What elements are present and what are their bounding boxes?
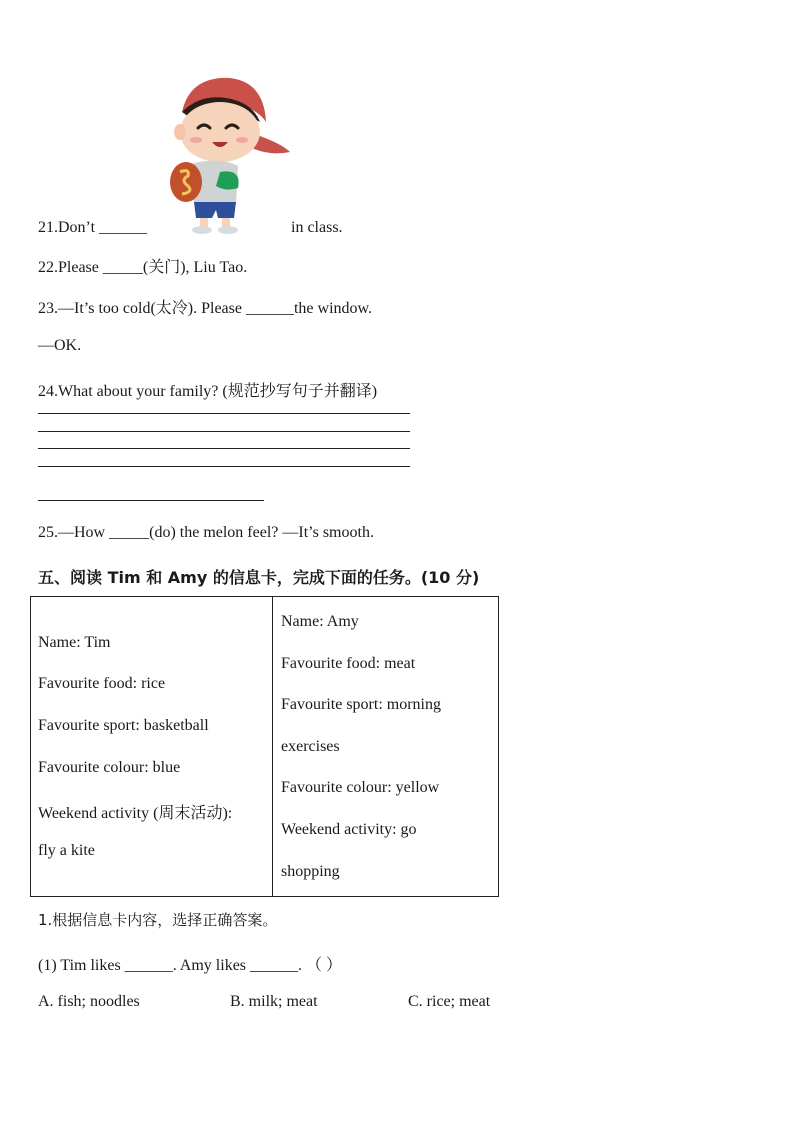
question-21 — [38, 219, 147, 237]
question-25 — [38, 524, 374, 542]
tim-card-line: Weekend activity (周末活动): — [38, 805, 233, 822]
answer-line[interactable] — [38, 413, 410, 414]
amy-card-line: Name: Amy — [281, 613, 359, 630]
question-number: 24. — [38, 383, 58, 400]
amy-card-line: Favourite food: meat — [281, 655, 416, 672]
amy-card-line: exercises — [281, 738, 340, 755]
question-text: Please _____(关门), Liu Tao. — [58, 259, 248, 276]
option-a[interactable]: A. fish; noodles — [38, 993, 140, 1010]
question-text: Don’t ______ — [58, 219, 148, 236]
question-23 — [38, 295, 372, 318]
question-21-tail: in class. — [291, 219, 343, 236]
table-divider — [272, 597, 273, 896]
question-number: 21. — [38, 219, 58, 236]
tim-card-line: Name: Tim — [38, 634, 111, 651]
question-23-reply: —OK. — [38, 337, 82, 354]
amy-card-line: Favourite sport: morning — [281, 696, 441, 713]
option-c[interactable]: C. rice; meat — [408, 993, 491, 1010]
task-instruction: 1.根据信息卡内容，选择正确答案。 — [38, 911, 278, 929]
section-title: 五、阅读 Tim 和 Amy 的信息卡，完成下面的任务。(10 分) — [38, 568, 480, 587]
answer-line[interactable] — [38, 466, 410, 467]
amy-card-line: Weekend activity: go — [281, 821, 417, 838]
tim-card-line: Favourite food: rice — [38, 675, 166, 692]
tim-card-line: Favourite sport: basketball — [38, 717, 209, 734]
question-text: —How _____(do) the melon feel? —It’s smooth. — [58, 524, 374, 541]
question-number: 23. — [38, 300, 58, 317]
boy-illustration — [160, 72, 300, 237]
answer-line[interactable] — [38, 500, 264, 501]
answer-line[interactable] — [38, 448, 410, 449]
boy-with-cap-holding-bag-icon — [160, 72, 300, 237]
amy-card-line: shopping — [281, 863, 340, 880]
tim-card-line: Favourite colour: blue — [38, 759, 181, 776]
task-question-1: (1) Tim likes ______. Amy likes ______. （ ） — [38, 957, 343, 974]
option-b[interactable]: B. milk; meat — [230, 993, 318, 1010]
amy-card-line: Favourite colour: yellow — [281, 779, 440, 796]
tim-card-line: fly a kite — [38, 842, 95, 859]
answer-line[interactable] — [38, 431, 410, 432]
question-number: 22. — [38, 259, 58, 276]
info-card-table — [30, 596, 499, 897]
question-24 — [38, 378, 377, 401]
question-text: —It’s too cold(太冷). Please ______the window. — [58, 300, 373, 317]
question-22 — [38, 254, 247, 277]
question-text: What about your family? (规范抄写句子并翻译) — [58, 383, 378, 400]
question-number: 25. — [38, 524, 58, 541]
